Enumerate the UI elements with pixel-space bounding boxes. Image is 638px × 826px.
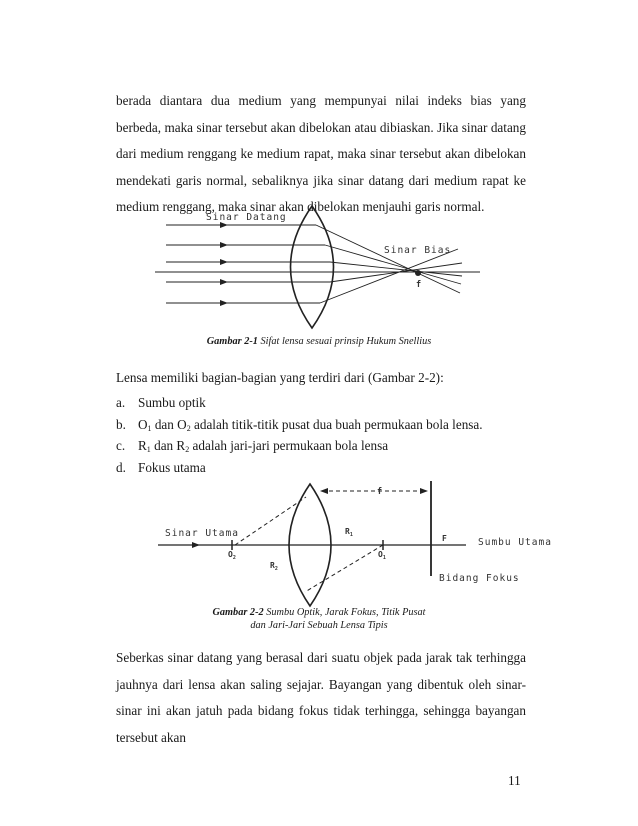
- focus-point: [415, 270, 421, 276]
- caption-text-line2: dan Jari-Jari Sebuah Lensa Tipis: [250, 620, 388, 631]
- incident-ray-arrows: [220, 222, 228, 306]
- page-number: 11: [508, 773, 521, 788]
- figure-2-1-caption: [0, 335, 638, 348]
- caption-number: Gambar 2-2: [212, 607, 264, 618]
- refracted-rays: [316, 225, 462, 303]
- caption-text: Sumbu Optik, Jarak Fokus, Titik Pusat: [266, 607, 426, 618]
- list-item: b. $O_1$ dan $O_2$ adalah titik-titik pusat dua buah permukaan bola lensa.: [116, 416, 483, 433]
- label-sumbu-utama: Sumbu Utama: [478, 537, 552, 548]
- body-paragraph-1: berada diantara dua medium yang mempunyai nilai indeks bias yang berbeda, maka sinar tersebut akan dibelokan atau dibiaskan. Jika sinar datang dari medium renggang ke medium rapat, maka sinar tersebut akan dibelokan mendekati garis normal, sebaliknya jika sinar datang dari medium rapat ke medium renggang, maka sinar akan dibelokan menjauhi garis normal.: [116, 93, 526, 215]
- label-r2: $R_2$: [270, 561, 278, 572]
- caption-text: Sifat lensa sesuai prinsip Hukum Snellius: [260, 336, 432, 347]
- label-focus-f: f: [416, 280, 422, 290]
- list-item: a. Sumbu optik: [116, 395, 206, 410]
- caption-number: Gambar 2-1: [206, 336, 258, 347]
- incident-rays: [166, 225, 330, 303]
- body-paragraph-3: Seberkas sinar datang yang berasal dari suatu objek pada jarak tak terhingga jauhnya dari lensa akan saling sejajar. Bayangan yang dibentuk oleh sinar-sinar ini akan jatuh pada bidang fokus tidak terhingga, sehingga bayangan tersebut akan: [116, 650, 526, 745]
- label-F-focus: F: [442, 534, 447, 543]
- label-f-length: f: [377, 487, 383, 497]
- parts-list: [116, 392, 483, 478]
- label-sinar-datang: Sinar Datang: [206, 212, 287, 223]
- label-o1: $O_1$: [378, 550, 386, 561]
- label-sinar-bias: Sinar Bias: [384, 245, 452, 256]
- label-bidang-fokus: Bidang Fokus: [439, 573, 520, 584]
- list-item: c. $R_1$ dan $R_2$ adalah jari-jari permukaan bola lensa: [116, 438, 389, 455]
- principal-axis-arrow: [192, 542, 200, 548]
- body-paragraph-2: Lensa memiliki bagian-bagian yang terdiri dari (Gambar 2-2):: [116, 370, 444, 385]
- list-item: d. Fokus utama: [116, 459, 206, 475]
- radius-r2-line: [235, 497, 306, 545]
- figure-2-2-caption: [0, 606, 638, 632]
- label-r1: $R_1$: [345, 527, 353, 538]
- label-sinar-utama: Sinar Utama: [165, 528, 239, 539]
- label-o2: $O_2$: [228, 550, 236, 561]
- convex-lens: [291, 206, 334, 328]
- radius-r1-line: [305, 545, 383, 592]
